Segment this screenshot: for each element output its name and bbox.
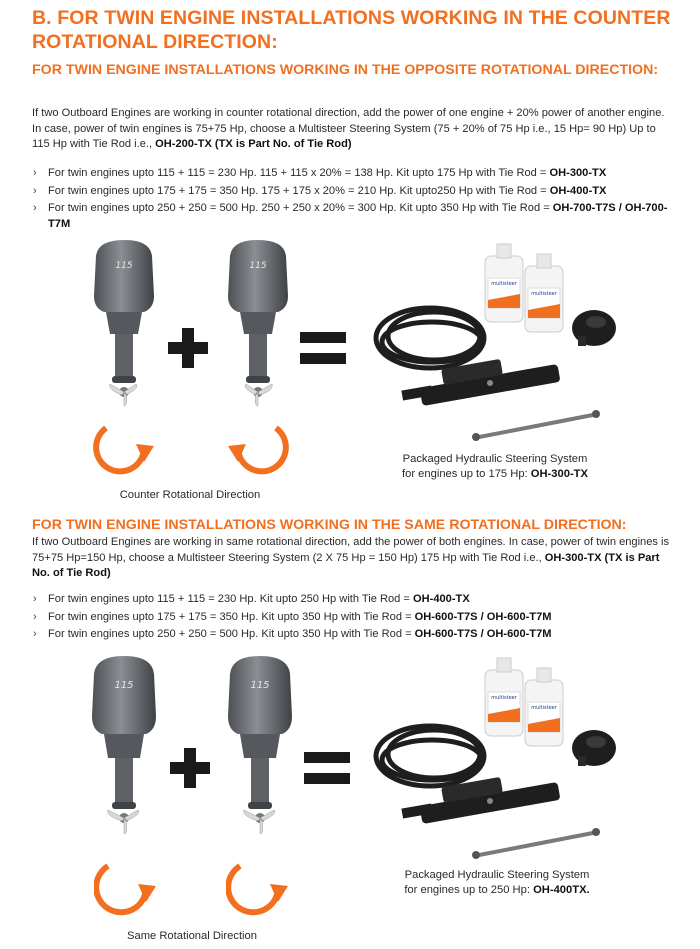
intro-part-number: OH-200-TX (TX is Part No. of Tie Rod) <box>155 138 352 150</box>
part-number: OH-300-TX <box>549 167 607 179</box>
outboard-engine-left <box>88 238 160 408</box>
oil-bottle <box>485 244 523 322</box>
outboard-engine-right <box>222 654 298 836</box>
kit-part-number: OH-300-TX <box>530 468 588 480</box>
kit-caption <box>362 868 632 898</box>
plus-icon <box>170 748 210 788</box>
same-rotation-figure <box>0 652 700 947</box>
bullet-text: For twin engines upto 250 + 250 = 500 Hp. Kit upto 350 Hp with Tie Rod = <box>48 628 415 640</box>
svg-text:multisteer: multisteer <box>491 695 517 701</box>
intro-text: If two Outboard Engines are working in same rotational direction, add the power of both engines. In case, power of twin engines is 75+75 Hp=150 Hp, choose a Multisteer Steering System (2 X 75 Hp = 150 Hp) 175 Hp with Tie Rod i.e., <box>32 536 670 564</box>
rotation-arrow-icon <box>92 420 156 480</box>
opposite-rotation-list <box>32 166 672 234</box>
plus-icon <box>168 328 208 368</box>
intro-text: If two Outboard Engines are working in counter rotational direction, add the power of one engine + 20% power of another engine. In case, power of twin engines is 75+75 Hp, choose a Multisteer Steering System (75 + 20% of 75 Hp i.e., 15 Hp= 90 Hp) Up to 115 Hp with Tie Rod i.e., <box>32 107 665 150</box>
same-rotation-list <box>32 592 672 645</box>
same-rotation-heading: FOR TWIN ENGINE INSTALLATIONS WORKING IN THE SAME ROTATIONAL DIRECTION: <box>32 517 627 533</box>
bullet-text: For twin engines upto 175 + 175 = 350 Hp. Kit upto 350 Hp with Tie Rod = <box>48 610 415 623</box>
rotation-arrow-icon <box>226 420 290 480</box>
list-item <box>32 610 672 626</box>
chevron-right-icon: › <box>33 184 37 197</box>
list-item <box>32 184 672 200</box>
bullet-text: For twin engines upto 115 + 115 = 230 Hp. Kit upto 250 Hp with Tie Rod = <box>48 593 413 605</box>
outboard-engine-right <box>222 238 294 408</box>
bullet-text: For twin engines upto 175 + 175 = 350 Hp. 175 + 175 x 20% = 210 Hp. Kit upto250 Hp with Tie Rod = <box>48 184 550 197</box>
rotation-arrow-icon <box>94 858 158 920</box>
chevron-right-icon: › <box>33 167 37 179</box>
hydraulic-steering-kit-image <box>372 652 628 862</box>
oil-bottle <box>525 668 563 746</box>
svg-text:multisteer: multisteer <box>491 281 517 287</box>
bullet-text: For twin engines upto 250 + 250 = 500 Hp. 250 + 250 x 20% = 300 Hp. Kit upto 350 Hp with Tie Rod = <box>48 202 553 214</box>
rotation-caption: Counter Rotational Direction <box>119 489 261 501</box>
chevron-right-icon: › <box>33 628 37 640</box>
kit-caption-line1: Packaged Hydraulic Steering System <box>402 453 588 465</box>
equals-icon <box>300 330 346 366</box>
bullet-text: For twin engines upto 115 + 115 = 230 Hp. 115 + 115 x 20% = 138 Hp. Kit upto 175 Hp with Tie Rod = <box>48 167 550 179</box>
part-number: OH-400-TX <box>549 184 607 197</box>
list-item <box>32 592 672 608</box>
chevron-right-icon: › <box>33 202 37 214</box>
section-title: B. FOR TWIN ENGINE INSTALLATIONS WORKING IN THE COUNTER ROTATIONAL DIRECTION: <box>32 7 671 53</box>
svg-text:multisteer: multisteer <box>531 291 557 297</box>
chevron-right-icon: › <box>33 610 37 623</box>
list-item <box>32 627 672 643</box>
engine-badge: 115 <box>114 680 134 691</box>
opposite-rotation-heading: FOR TWIN ENGINE INSTALLATIONS WORKING IN THE OPPOSITE ROTATIONAL DIRECTION: <box>32 62 659 78</box>
engine-badge: 115 <box>115 261 133 271</box>
kit-caption-line2: for engines up to 250 Hp: OH-400TX. <box>404 884 590 896</box>
chevron-right-icon: › <box>33 593 37 605</box>
part-number: OH-700-T7S / OH-700-T7M <box>48 202 668 230</box>
oil-bottle <box>525 254 563 332</box>
outboard-engine-left <box>86 654 162 836</box>
opposite-rotation-intro <box>32 106 672 153</box>
kit-part-number: OH-400TX. <box>533 884 590 896</box>
opposite-rotation-figure <box>0 238 700 508</box>
helm-pump <box>572 730 616 766</box>
helm-pump <box>572 310 616 346</box>
oil-bottle <box>485 658 523 736</box>
part-number: OH-600-T7S / OH-600-T7M <box>414 628 552 640</box>
kit-caption-line2: for engines up to 175 Hp: OH-300-TX <box>402 468 588 480</box>
engine-badge: 115 <box>249 261 267 271</box>
kit-caption-line1: Packaged Hydraulic Steering System <box>404 869 590 881</box>
kit-caption <box>360 452 630 482</box>
rotation-arrow-icon <box>226 858 290 920</box>
list-item <box>32 166 672 182</box>
hydraulic-steering-kit-image <box>372 238 628 448</box>
same-rotation-intro <box>32 535 672 582</box>
engine-badge: 115 <box>250 680 270 691</box>
list-item <box>32 201 672 232</box>
rotation-caption: Same Rotational Direction <box>127 930 257 942</box>
intro-part-number: OH-300-TX (TX is Part No. of Tie Rod) <box>32 551 660 579</box>
part-number: OH-400-TX <box>413 593 470 605</box>
part-number: OH-600-T7S / OH-600-T7M <box>414 610 552 623</box>
equals-icon <box>304 750 350 786</box>
svg-text:multisteer: multisteer <box>531 705 557 711</box>
